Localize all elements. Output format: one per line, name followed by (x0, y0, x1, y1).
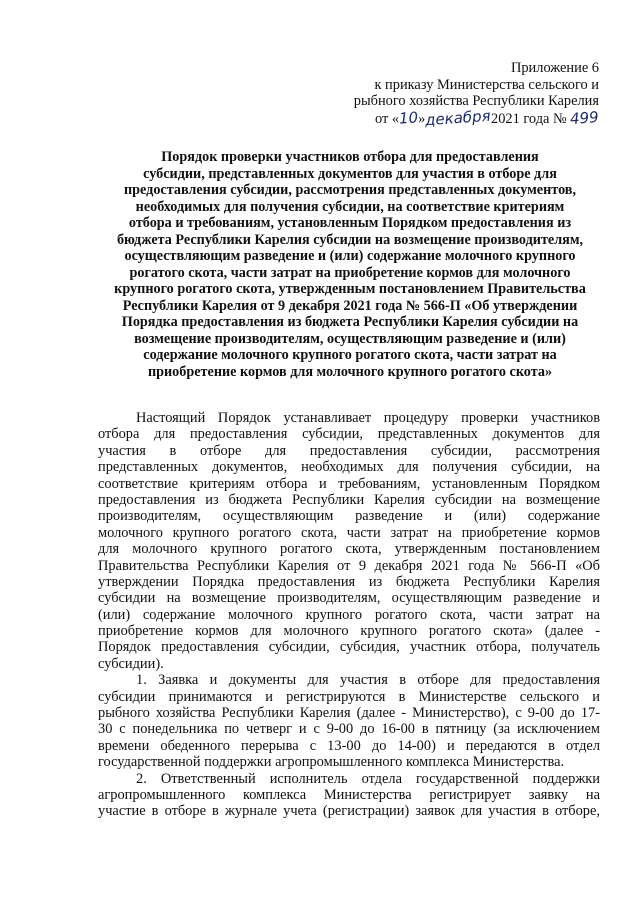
body-line: Настоящий Порядок устанавливает процедуру проверки участников (136, 410, 600, 426)
body-line: представленных документов, необходимых для получения субсидии, на (98, 459, 600, 476)
appendix-header (354, 60, 599, 127)
title-line: рогатого скота, части затрат на приобретение кормов для молочного (129, 264, 571, 281)
title-line: возмещение производителям, осуществляющим разведение и (или) (134, 330, 566, 347)
body-line: для молочного крупного рогатого скота, утвержденным постановлением (98, 541, 600, 558)
body-line: утверждении Порядка предоставления из бюджета Республики Карелия (98, 573, 600, 590)
body-line: рыбного хозяйства Республики Карелия (далее - Министерство), с 9-00 до 17- (98, 705, 600, 722)
body-line: 2. Ответственный исполнитель отдела государственной поддержки (136, 770, 600, 787)
ministry-name-line: рыбного хозяйства Республики Карелия (353, 93, 599, 109)
body-line: государственной поддержки агропромышленного комплекса Министерства. (98, 754, 565, 771)
body-line: производителям, осуществляющим разведение и (или) содержание (98, 508, 600, 525)
document-body (98, 410, 600, 820)
order-date-line (354, 106, 600, 129)
handwritten-day: 10 (398, 107, 419, 128)
body-line: Правительства Республики Карелия от 9 декабря 2021 года № 566-П «Об (98, 557, 600, 574)
body-line: времени обеденного перерыва с 13-00 до 14-00) и передаются в отдел (98, 737, 600, 754)
body-paragraph (98, 410, 600, 672)
title-line: бюджета Республики Карелия субсидии на возмещение производителям, (116, 231, 584, 248)
body-line: Порядок предоставления субсидии, субсидия, участник отбора, получатель (98, 639, 600, 656)
body-line: субсидии на возмещение производителям, осуществляющим разведение и (98, 590, 600, 607)
date-day-underline (398, 107, 419, 128)
appendix-number: Приложение 6 (510, 60, 599, 76)
handwritten-month: декабря (424, 106, 492, 129)
title-line: субсидии, представленных документов для участия в отборе для (143, 165, 557, 182)
date-mid: » (418, 110, 426, 127)
body-line: участия в отборе для предоставления субсидии, рассмотрения (98, 442, 600, 459)
title-line: необходимых для получения субсидии, на соответствие критериям (135, 198, 565, 215)
handwritten-order-number: 499 (569, 107, 600, 128)
body-line: субсидии принимаются и регистрируются в Министерстве сельского и (98, 688, 600, 705)
order-number-underline (569, 107, 600, 128)
body-line: соответствие критериям отбора и требованиям, установленным Порядком (98, 475, 600, 492)
title-line: содержание молочного крупного рогатого скота, части затрат на (143, 347, 557, 363)
body-paragraph (98, 672, 600, 770)
title-line: крупного рогатого скота, утвержденным постановлением Правительства (114, 281, 586, 297)
body-line: отбора для предоставления субсидии, представленных документов для (98, 426, 600, 443)
date-prefix: от « (374, 110, 400, 127)
body-line: 30 с понедельника по четверг и с 9-00 до 16-00 в пятницу (за исключением (98, 721, 600, 738)
body-line: предоставления из бюджета Республики Карелия субсидии на возмещение (98, 491, 600, 508)
date-year: 2021 года № (491, 110, 567, 127)
document-title (90, 149, 610, 380)
title-line: Порядок проверки участников отбора для предоставления (161, 149, 539, 165)
title-line: предоставления субсидии, рассмотрения представленных документов, (123, 182, 577, 198)
title-line: Порядка предоставления из бюджета Республики Карелия субсидии на (121, 314, 579, 330)
title-line: отбора и требованиям, установленным Порядком предоставления из (128, 215, 572, 231)
body-line: (или) содержание молочного крупного рогатого скота, части затрат на (98, 606, 600, 623)
body-line: агропромышленного комплекса Министерства регистрирует заявку на (98, 786, 600, 803)
body-line: 1. Заявка и документы для участия в отборе для предоставления (136, 672, 600, 689)
date-month-underline (424, 106, 492, 129)
title-line: приобретение кормов для молочного крупного рогатого скота» (147, 363, 553, 380)
title-line: Республики Карелия от 9 декабря 2021 года № 566-П «Об утверждении (122, 297, 578, 314)
body-line: участие в отборе в журнале учета (регистрации) заявок для участия в отборе, (98, 803, 600, 820)
body-line: субсидии). (98, 655, 164, 672)
body-paragraph (98, 771, 600, 820)
title-line: осуществляющим разведение и (или) содержание молочного крупного (124, 248, 576, 264)
order-reference-line: к приказу Министерства сельского и (374, 76, 599, 93)
body-line: приобретение кормов для молочного крупного рогатого скота» (далее - (98, 623, 600, 640)
body-line: молочного крупного рогатого скота, части затрат на приобретение кормов (98, 524, 600, 541)
